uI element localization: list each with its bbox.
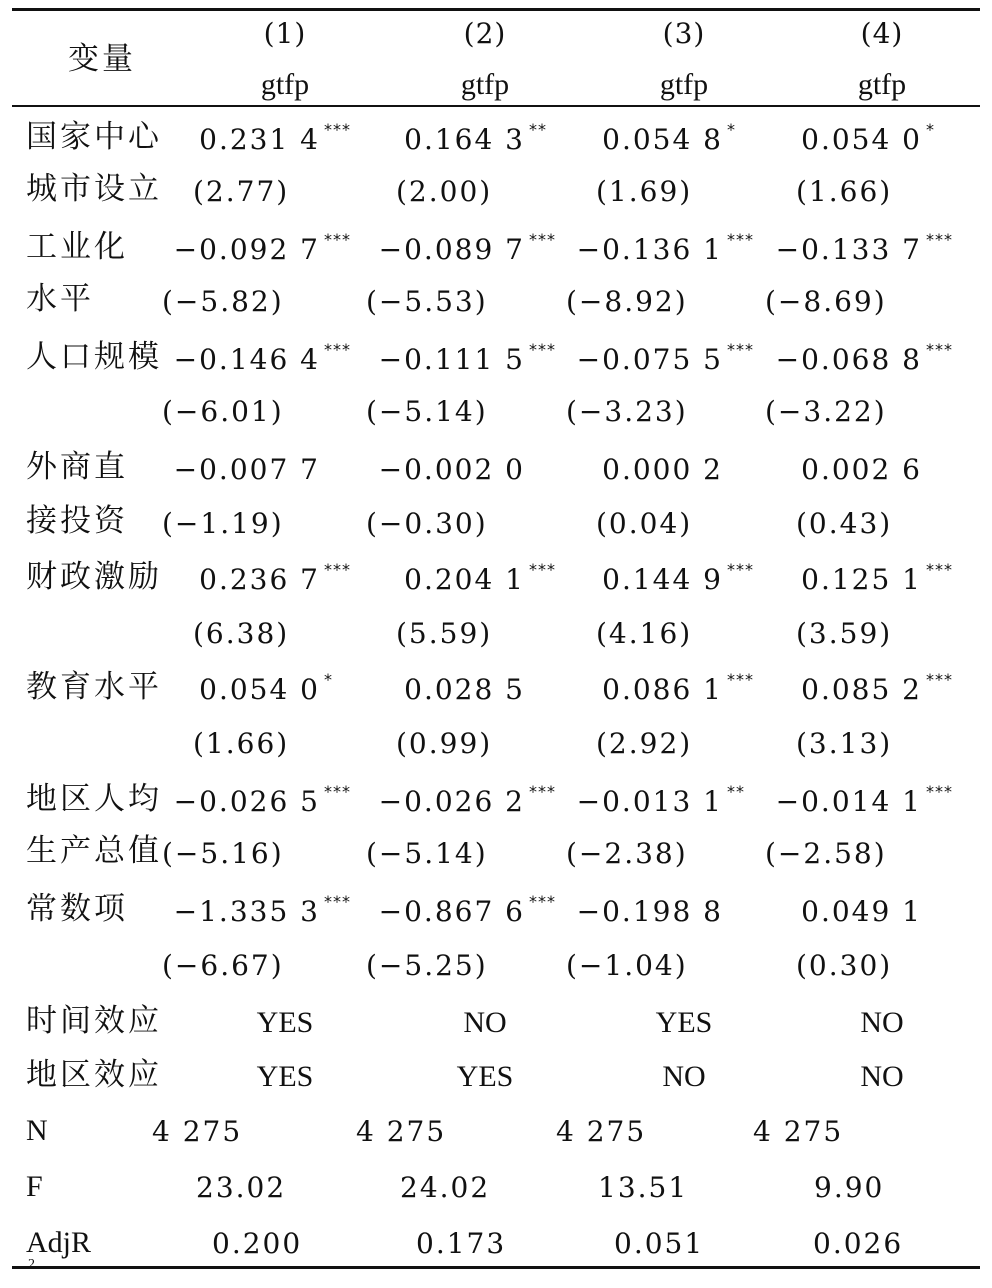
table-bottom-rule: [12, 1266, 980, 1269]
significance-stars: ***: [529, 782, 556, 801]
t-stat-cell: (1.66): [193, 727, 290, 760]
header-col-dep: gtfp: [460, 68, 510, 101]
significance-stars: ***: [529, 560, 556, 579]
row-label: 水平: [26, 281, 94, 317]
t-stat-cell: (6.38): [193, 617, 290, 650]
table-top-rule: [12, 8, 980, 11]
coef-cell: −0.867 6: [378, 895, 525, 928]
row-label: 地区人均: [26, 781, 162, 817]
t-stat-cell: (−6.67): [162, 949, 284, 982]
coef-cell: 0.028 5: [404, 673, 525, 706]
coef-cell: 0.164 3: [404, 123, 525, 156]
coef-cell: 0.049 1: [801, 895, 922, 928]
coef-cell: 0.231 4: [199, 123, 320, 156]
coef-cell: −0.014 1: [775, 785, 922, 818]
row-label: 国家中心: [26, 119, 162, 155]
row-label: 生产总值: [26, 833, 162, 869]
significance-stars: ***: [324, 892, 351, 911]
row-label: 接投资: [26, 503, 128, 539]
t-stat-cell: (−5.14): [366, 395, 488, 428]
row-label: 人口规模: [26, 339, 162, 375]
t-stat-cell: (2.00): [396, 175, 493, 208]
coef-cell: −0.198 8: [576, 895, 723, 928]
coef-cell: −0.146 4: [173, 343, 320, 376]
coef-cell: −0.075 5: [576, 343, 723, 376]
coef-cell: 0.002 6: [801, 453, 922, 486]
row-label: 财政激励: [26, 559, 162, 595]
coef-cell: 0.236 7: [199, 563, 320, 596]
t-stat-cell: (−5.14): [366, 837, 488, 870]
coef-cell: −0.092 7: [173, 233, 320, 266]
significance-stars: ***: [529, 230, 556, 249]
effect-cell: NO: [860, 1006, 904, 1039]
significance-stars: ***: [926, 782, 953, 801]
significance-stars: ***: [324, 120, 351, 139]
effect-cell: NO: [860, 1060, 904, 1093]
significance-stars: *: [727, 120, 736, 139]
t-stat-cell: (−5.53): [366, 285, 488, 318]
significance-stars: ***: [324, 782, 351, 801]
t-stat-cell: (3.13): [796, 727, 893, 760]
coef-cell: −0.002 0: [378, 453, 525, 486]
effect-cell: YES: [256, 1006, 314, 1039]
t-stat-cell: (−6.01): [162, 395, 284, 428]
coef-cell: −0.089 7: [378, 233, 525, 266]
stat-cell: 9.90: [814, 1171, 885, 1204]
t-stat-cell: (0.30): [796, 949, 893, 982]
effect-cell: YES: [655, 1006, 713, 1039]
stat-cell: 0.200: [212, 1227, 303, 1260]
coef-cell: −0.026 5: [173, 785, 320, 818]
effect-cell: NO: [463, 1006, 507, 1039]
t-stat-cell: (−5.16): [162, 837, 284, 870]
effect-label: 地区效应: [26, 1057, 162, 1093]
header-col-num: (1): [263, 17, 307, 50]
t-stat-cell: (−5.25): [366, 949, 488, 982]
significance-stars: ***: [727, 230, 754, 249]
header-col-dep: gtfp: [857, 68, 907, 101]
significance-stars: ***: [926, 560, 953, 579]
significance-stars: *: [926, 120, 935, 139]
table-header-rule: [12, 105, 980, 107]
t-stat-cell: (−2.38): [566, 837, 688, 870]
coef-cell: 0.086 1: [602, 673, 723, 706]
significance-stars: ***: [926, 230, 953, 249]
significance-stars: **: [727, 782, 745, 801]
row-label: 工业化: [26, 229, 128, 265]
row-label: 外商直: [26, 449, 128, 485]
coef-cell: −0.068 8: [775, 343, 922, 376]
row-label: 常数项: [26, 891, 128, 927]
row-label: 教育水平: [26, 669, 162, 705]
significance-stars: ***: [727, 560, 754, 579]
t-stat-cell: (0.04): [596, 507, 693, 540]
header-col-dep: gtfp: [260, 68, 310, 101]
t-stat-cell: (2.77): [193, 175, 290, 208]
stat-label: N: [26, 1114, 48, 1147]
coef-cell: 0.125 1: [801, 563, 922, 596]
t-stat-cell: (−2.58): [765, 837, 887, 870]
t-stat-cell: (4.16): [596, 617, 693, 650]
t-stat-cell: (2.92): [596, 727, 693, 760]
effect-cell: NO: [662, 1060, 706, 1093]
coef-cell: 0.054 8: [602, 123, 723, 156]
stat-cell: 0.173: [416, 1227, 507, 1260]
stat-cell: 4 275: [356, 1115, 447, 1148]
significance-stars: **: [529, 120, 547, 139]
header-col-num: (4): [860, 17, 904, 50]
t-stat-cell: (0.43): [796, 507, 893, 540]
t-stat-cell: (3.59): [796, 617, 893, 650]
stat-cell: 23.02: [196, 1171, 287, 1204]
significance-stars: ***: [529, 892, 556, 911]
t-stat-cell: (1.69): [596, 175, 693, 208]
t-stat-cell: (−5.82): [162, 285, 284, 318]
significance-stars: ***: [727, 340, 754, 359]
significance-stars: ***: [727, 670, 754, 689]
significance-stars: *: [324, 670, 333, 689]
significance-stars: ***: [926, 670, 953, 689]
coef-cell: 0.000 2: [602, 453, 723, 486]
coef-cell: −0.133 7: [775, 233, 922, 266]
stat-cell: 24.02: [400, 1171, 491, 1204]
row-label: 城市设立: [26, 171, 162, 207]
t-stat-cell: (−1.04): [566, 949, 688, 982]
t-stat-cell: (−8.69): [765, 285, 887, 318]
stat-cell: 0.026: [813, 1227, 904, 1260]
stat-cell: 4 275: [556, 1115, 647, 1148]
t-stat-cell: (5.59): [396, 617, 493, 650]
t-stat-cell: (−1.19): [162, 507, 284, 540]
stat-label-group: [26, 1228, 91, 1288]
stat-label: F: [26, 1170, 43, 1203]
significance-stars: ***: [926, 340, 953, 359]
coef-cell: 0.085 2: [801, 673, 922, 706]
header-col-num: (2): [463, 17, 507, 50]
effect-cell: YES: [456, 1060, 514, 1093]
significance-stars: ***: [324, 560, 351, 579]
significance-stars: ***: [324, 340, 351, 359]
t-stat-cell: (−8.92): [566, 285, 688, 318]
coef-cell: 0.144 9: [602, 563, 723, 596]
significance-stars: ***: [324, 230, 351, 249]
effect-cell: YES: [256, 1060, 314, 1093]
header-col-num: (3): [662, 17, 706, 50]
coef-cell: −0.013 1: [576, 785, 723, 818]
stat-cell: 4 275: [753, 1115, 844, 1148]
header-variable: 变量: [68, 41, 136, 77]
coef-cell: −0.111 5: [378, 343, 525, 376]
t-stat-cell: (−0.30): [366, 507, 488, 540]
stat-cell: 4 275: [152, 1115, 243, 1148]
stat-label: AdjR: [26, 1226, 92, 1259]
coef-cell: 0.204 1: [404, 563, 525, 596]
significance-stars: ***: [529, 340, 556, 359]
t-stat-cell: (0.99): [396, 727, 493, 760]
t-stat-cell: (−3.22): [765, 395, 887, 428]
coef-cell: 0.054 0: [199, 673, 320, 706]
coef-cell: 0.054 0: [801, 123, 922, 156]
coef-cell: −0.007 7: [173, 453, 320, 486]
stat-label-superscript: 2: [28, 1257, 35, 1272]
coef-cell: −1.335 3: [173, 895, 320, 928]
coef-cell: −0.136 1: [576, 233, 723, 266]
t-stat-cell: (−3.23): [566, 395, 688, 428]
stat-cell: 0.051: [614, 1227, 705, 1260]
header-col-dep: gtfp: [659, 68, 709, 101]
coef-cell: −0.026 2: [378, 785, 525, 818]
stat-cell: 13.51: [598, 1171, 689, 1204]
effect-label: 时间效应: [26, 1003, 162, 1039]
t-stat-cell: (1.66): [796, 175, 893, 208]
